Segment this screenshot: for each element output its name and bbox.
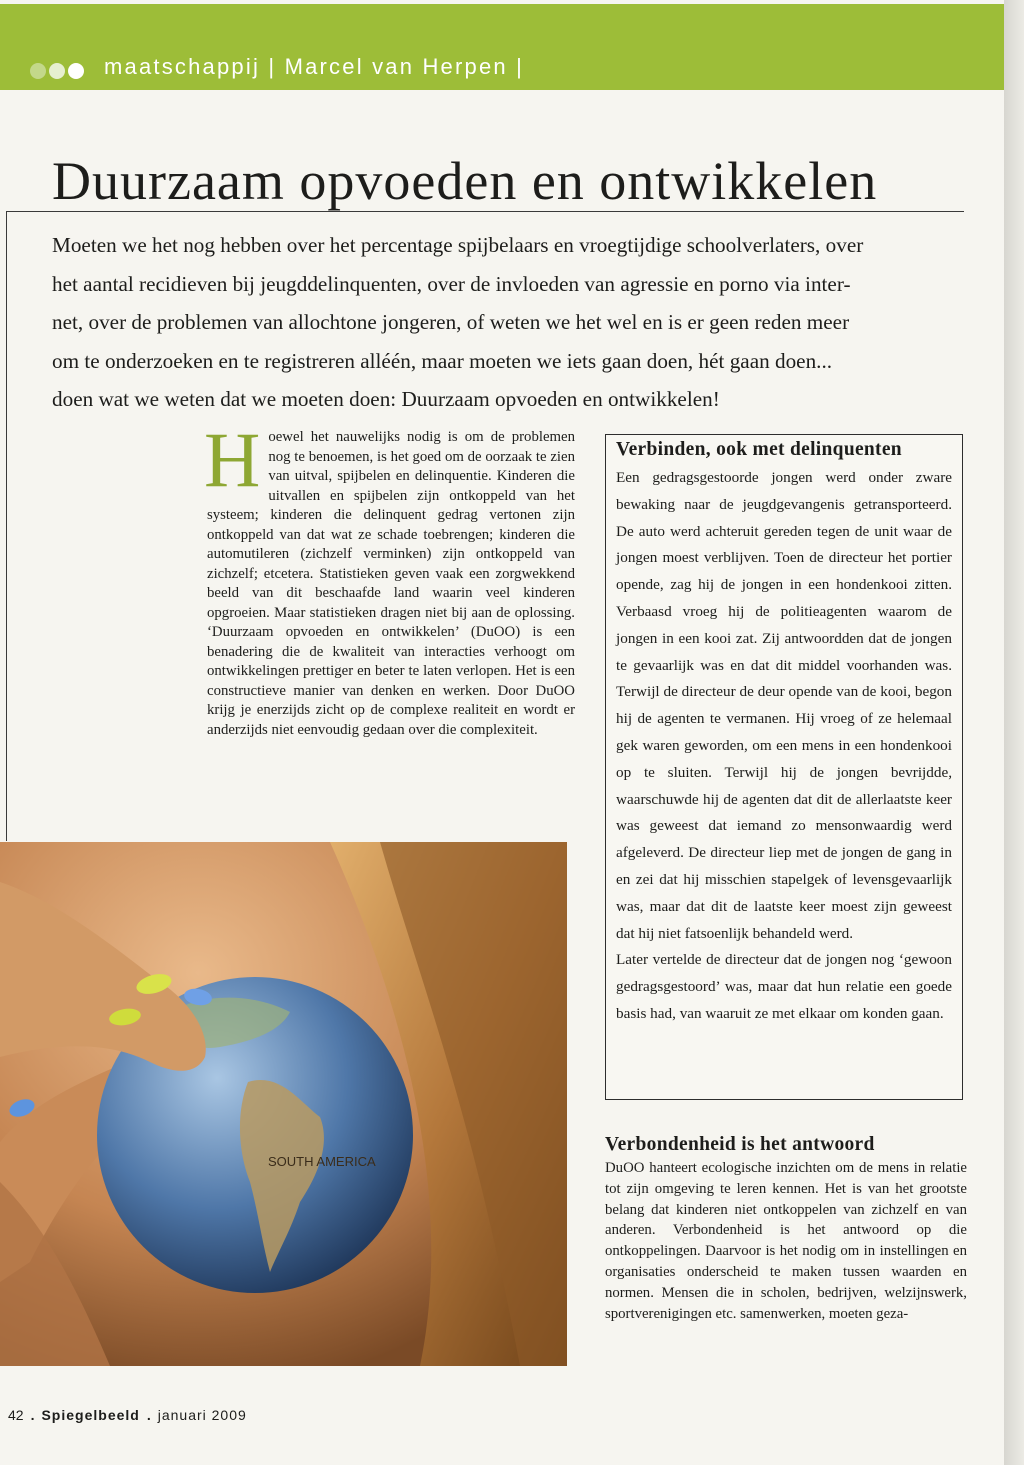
intro-line: net, over de problemen van allochtone jongeren, of weten we het wel en is er geen reden meer	[52, 310, 850, 334]
footer-separator: .	[146, 1407, 151, 1423]
page-number: 42	[8, 1407, 24, 1423]
dot-icon	[49, 63, 65, 79]
article-title: Duurzaam opvoeden en ontwikkelen	[52, 151, 878, 211]
header-dots-icon	[30, 63, 87, 79]
body-text: oewel het nauwelijks nodig is om de problemen nog te benoemen, is het goed om de oorzaak te zien van uitval, spijbelen en delinquentie. Kinderen die uitvallen en spijbelen zijn ontkoppeld van het systeem; kinderen die delinquent gedrag vertonen zijn ontkoppeld van dat wat ze schade toebrengen; kinderen die automutileren (zichzelf verminken) zijn ontkoppeld van zichzelf; etcetera. Statistieken geven vaak een zorgwekkend beeld van dit beschaafde land waarin veel kinderen opgroeien. Maar statistieken dragen niet bij aan de oplossing. ‘Duurzaam opvoeden en ontwikkelen’ (DuOO) is een benadering die de kwaliteit van interacties verhoogt om ontwikkelingen prettiger en beter te laten verlopen. Het is een constructieve manier van denken en werken. Door DuOO krijg je enerzijds zicht op de complexe realiteit en wordt er anderzijds niet eenvoudig gedaan over die complexiteit.	[207, 429, 575, 738]
globe-photo	[0, 842, 567, 1366]
article-intro	[52, 226, 952, 419]
box-paragraph: Een gedragsgestoorde jongen werd onder zware bewaking naar de jeugdgevangenis getransporteerd. De auto werd achteruit gereden tegen de unit waar de jongen moest verblijven. Toen de directeur het portier opende, zag hij de jongen in een hondenkooi zitten. Verbaasd vroeg hij de politieagenten waarom de jongen in een kooi zat. Zij antwoordden dat de jongen te gevaarlijk was en dat dit middel voorhanden was. Terwijl de directeur de deur opende van de kooi, begon hij de agenten te vermanen. Hij vroeg of ze helemaal gek waren geworden, om een mens in een hondenkooi op te sluiten. Terwijl hij de jongen bevrijdde, waarschuwde hij de agenten dat dit de allerlaatste keer was geweest dat iemand zo mensonwaardig werd afgeleverd. De directeur liep met de jongen de gang in en zei dat hij misschien stapelgek of levensgevaarlijk was, maar dat dit de laatste keer moest zijn geweest dat hij niet fatsoenlijk behandeld werd.	[616, 469, 952, 942]
section-verbondenheid	[605, 1134, 967, 1324]
magazine-name: Spiegelbeeld	[41, 1407, 140, 1423]
article-body	[204, 416, 575, 740]
globe-label: SOUTH AMERICA	[268, 1154, 376, 1169]
left-divider	[6, 211, 7, 841]
section-label: maatschappij | Marcel van Herpen |	[104, 54, 525, 79]
page-footer	[8, 1407, 247, 1423]
section-heading: Verbondenheid is het antwoord	[605, 1134, 875, 1155]
intro-line: om te onderzoeken en te registreren alléén, maar moeten we iets gaan doen, hét gaan doen...	[52, 348, 833, 373]
drop-cap: H	[204, 416, 261, 503]
box-paragraph: Later vertelde de directeur dat de jongen nog ‘gewoon gedragsgestoord’ was, maar dat hun relatie een goede basis had, van waaruit ze met elkaar om konden gaan.	[616, 951, 952, 1022]
intro-line: het aantal recidieven bij jeugddelinquenten, over de invloeden van agressie en porno via inter-	[52, 271, 851, 296]
intro-line: Moeten we het nog hebben over het percentage spijbelaars en vroegtijdige schoolverlaters, over	[52, 233, 864, 257]
footer-separator: .	[30, 1407, 35, 1423]
intro-line: doen wat we weten dat we moeten doen: Duurzaam opvoeden en ontwikkelen!	[52, 387, 720, 411]
header-bar	[0, 4, 1004, 90]
sidebar-box	[605, 434, 963, 1100]
dot-icon	[30, 63, 46, 79]
title-divider	[6, 211, 964, 212]
box-heading: Verbinden, ook met delinquenten	[616, 439, 902, 460]
dot-icon	[68, 63, 84, 79]
issue-date: januari 2009	[157, 1407, 247, 1423]
section-text: DuOO hanteert ecologische inzichten om de mens in relatie tot zijn omgeving te leren kennen. Het is van het grootste belang dat kinderen niet ontkoppelen van zichzelf en van anderen. Verbondenheid is het antwoord op die ontkoppelingen. Daarvoor is het nodig om in instellingen en organisaties onderscheid te maken tussen waarden en normen. Mensen die in scholen, bedrijven, welzijnswerk, sportverenigingen etc. samenwerken, moeten geza-	[605, 1160, 967, 1322]
page-edge	[1004, 0, 1024, 1465]
